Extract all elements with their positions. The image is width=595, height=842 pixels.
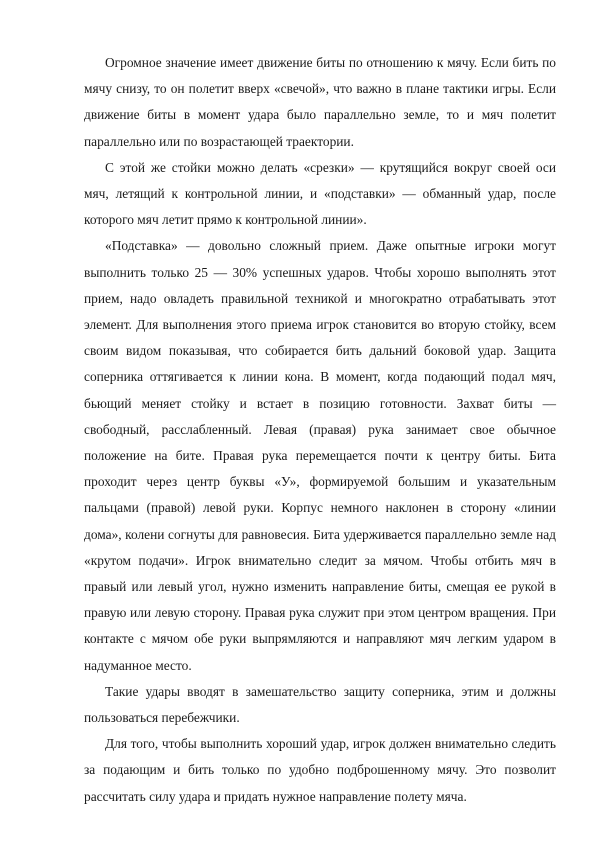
paragraph-bat-movement: Огромное значение имеет движение биты по отношению к мячу. Если бить по мячу снизу, то он полетит вверх «свечой», что важно в плане тактики игры. Если движение биты в момент удара было параллельно земле, то и мяч полетит параллельно или по возрастающей траектории. bbox=[84, 55, 556, 149]
paragraph-cuts-and-feints: С этой же стойки можно делать «срезки» — крутящийся вокруг своей оси мяч, летящий к контрольной линии, и «подставки» — обманный удар, после которого мяч летит прямо к контрольной линии». bbox=[84, 159, 556, 228]
paragraph-podstavka-technique: «Подставка» — довольно сложный прием. Даже опытные игроки могут выполнить только 25 — 30% успешных ударов. Чтобы хорошо выполнять этот прием, надо овладеть правильной техникой и многократно отрабатывать этот элемент. Для выполнения этого приема игрок становится во вторую стойку, всем своим видом показывая, что собирается бить дальний боковой удар. Защита соперника оттягивается к линии кона. В момент, когда подающий подал мяч, бьющий меняет стойку и встает в позицию готовности. Захват биты — свободный, расслабленный. Левая (правая) рука занимает свое обычное положение на бите. Правая рука перемещается почти к центру биты. Бита проходит через центр буквы «У», формируемой большим и указательным пальцами (правой) левой руки. Корпус немного наклонен в сторону «линии дома», колени согнуты для равновесия. Бита удерживается параллельно земле над «крутом подачи». Игрок внимательно следит за мячом. Чтобы отбить мяч в правый или левый угол, нужно изменить направление биты, смещая ее рукой в правую или левую сторону. Правая рука служит при этом центром вращения. При контакте с мячом обе руки выпрямляются и направляют мяч легким ударом в надуманное место. bbox=[84, 238, 556, 673]
paragraph-confuse-defense: Такие удары вводят в замешательство защиту соперника, этим и должны пользоваться перебежчики. bbox=[84, 683, 556, 726]
document-page bbox=[84, 50, 556, 810]
paragraph-good-hit: Для того, чтобы выполнить хороший удар, игрок должен внимательно следить за подающим и бить только по удобно подброшенному мячу. Это позволит рассчитать силу удара и придать нужное направление полету мяча. bbox=[84, 736, 556, 804]
